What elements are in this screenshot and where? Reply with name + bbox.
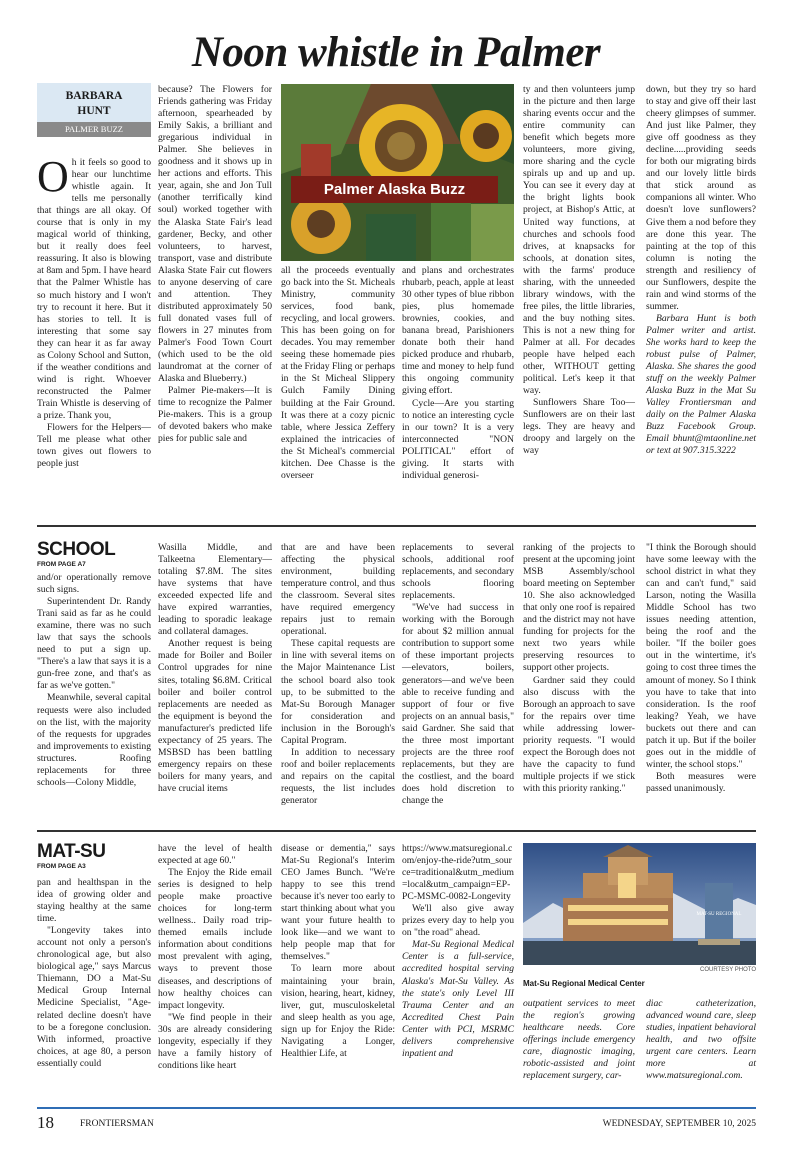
school-col2-p2: Another request is being made for Boiler and Boiler Control upgrades for nine sites, totaling $6.8M. Critical boiler and boiler control replacements are needed as the equipment is beyond the manufacturer's predicted life expectancy of 25 years. The MSBSD has been battling emergency repairs on these boilers for many years, and have crucial items bbox=[158, 638, 272, 794]
article-col4-p1: and plans and orchestrates rhubarb, peach, apple at least 30 other types of blue ribbon pies, plus homemade brownies, cookies, and banana bread, Parishioners donate both their hand picked produce and rhubarb, time and money to help fund this ongoing community giving effort. bbox=[402, 265, 514, 397]
school-col6-p1: "I think the Borough should have some leeway with the school district in what they can and can't fund," said Larson, noting the Wasilla Middle School has two issues needing attention, being the roof and the boiler. "If the boiler goes out in the wintertime, it's going to cost three times the amount of money. So I think you have to take that into consideration. Is the roof leaking? Yeah, we have buckets out there and can patch it up. But if the boiler goes out in the middle of winter, the school stops." bbox=[646, 542, 756, 770]
school-col-2 bbox=[158, 542, 272, 795]
article-p1 bbox=[37, 152, 151, 422]
sign-text: MAT-SU REGIONAL bbox=[696, 912, 742, 917]
school-col4-p1: replacements to several schools, additional roof replacements, and secondary schools flooring replacements. bbox=[402, 542, 514, 602]
footer-rule bbox=[37, 1107, 756, 1109]
school-col3-p2: These capital requests are in line with several items on the Major Maintenance List the school board also took up, to be submitted to the Mat-Su Borough Manager for consideration and inclusion in the Borough's Capital Program. bbox=[281, 638, 395, 746]
article-col-5 bbox=[523, 84, 635, 457]
matsu-col3-p1: disease or dementia," says Mat-Su Regional's Interim CEO James Bunch. "We're happy to see this trend because it's never too early to start thinking about what you want your future health to look like—and we want to help people map that for themselves." bbox=[281, 843, 395, 963]
article-col5-p1: ty and then volunteers jump in the picture and then large sharing events occur and the entire community can benefit which begets more volunteers, more giving, more sharing and the cycle spirals up and up and up. You can see it every day at the bright lights book project, at Bishop's Attic, at United way functions, at churches and schools food drives, at knapsacks for schools, at donation sites, with the farms' produce sharing, with the unneeded library windows, with the free piles, the little libraries, and the buy nothing sites. This is not a new thing for Palmer at all. For decades people have helped each other, WITHOUT getting political. Let's keep it that way. bbox=[523, 84, 635, 397]
matsu-col2-p3: "We find people in their 30s are already considering longevity, especially if they have a family history of conditions like heart bbox=[158, 1011, 272, 1071]
section-rule-1 bbox=[37, 525, 756, 527]
image-badge: Palmer Alaska Buzz bbox=[291, 176, 498, 203]
article-col-6 bbox=[646, 84, 756, 457]
column-name: PALMER BUZZ bbox=[37, 122, 151, 137]
matsu-head: MAT-SU bbox=[37, 841, 106, 862]
article-col-3 bbox=[281, 265, 395, 482]
matsu-col-1 bbox=[37, 877, 151, 1070]
hospital-photo-svg bbox=[523, 843, 756, 965]
article-col2-p1: because? The Flowers for Friends gathering was Friday afternoon, spearheaded by Emily Sakis, a brilliant and gregarious individual in Palmer. She believes in goodness and it shows up in her actions and efforts. This year, again, she and Jon Tull (another terrifically kind soul) worked together with the Alaska State Fair's lead gardener, Becky, and other volunteers, to harvest, transport, vase and distribute Alaska State Fair cut flowers to anyone deserving of care and attention. They distributed approximately 50 full donated vases full of flowers in 27 minutes from Palmer's Food Town Court (which used to be the old laundromat at the corner of Alaska and Blueberry.) bbox=[158, 84, 272, 385]
article-col1-text1: h it feels so good to hear our lunchtime whistle again. It tells me personally that things are all okay. Of course that is only in my magical world of thinking, but it really does feel reassuring. It also is blowing at 8am and 5pm. I have heard that the Palmer Whistle has so much history and I won't try to recount it here. But it has stories to tell. It is interesting that some say they can hear it as far away as Colony School and Sutton, if the weather conditions and wind is right. Whoever reconstructed the Palmer Train Whistle is deserving of a prize. Thank you, bbox=[37, 157, 151, 421]
school-col4-p2: "We've had success in working with the Borough for about $2 million annual contribution to support some of these important projects—elevators, boilers, generators—and we've been able to receive funding and support of four or five projects on an annual basis," said Gardner. She said that the three most important projects are the three roof replacements, but they are the costliest, and the board does hold discretion to change the bbox=[402, 602, 514, 806]
matsu-col4-p2: We'll also give away prizes every day to help you on "the road" ahead. bbox=[402, 903, 514, 939]
school-col3-p3: In addition to necessary roof and boiler replacements and repairs on the capital requests, the list includes generator bbox=[281, 746, 395, 806]
school-col5-p1: ranking of the projects to present at the upcoming joint MSB Assembly/school board meeting on September 10. She also acknowledged that only one roof is repaired and the district may not have funding for projects for the next two years while preserving resources to support other projects. bbox=[523, 542, 635, 674]
article-col3-p1: all the proceeds eventually go back into the St. Micheals Ministry, community services, food bank, recycling, and local growers. This has been going on for decades. You may remember seeing these homemade pies at the Friday Fling or perhaps in the St Micheal Slippery Gulch Family Dining building at the Fair Ground. It was there at a cozy picnic table, where Jessica Zeffery explained the intricacies of the St Micheal's commercial kitchen. Dee Chasse is the overseer bbox=[281, 265, 395, 481]
school-col3-p1: that are and have been affecting the physical environment, building temperature control, and thus the classroom. Several sites have required emergency repairs just to remain operational. bbox=[281, 542, 395, 638]
school-col-4 bbox=[402, 542, 514, 807]
matsu-col2-p1: have the level of health expected at age 60." bbox=[158, 843, 272, 867]
school-col6-p2: Both measures were passed unanimously. bbox=[646, 770, 756, 794]
matsu-col-2 bbox=[158, 843, 272, 1072]
matsu-col1-p1: pan and healthspan in the idea of growing older and staying healthy at the same time. bbox=[37, 877, 151, 925]
article-col6-p1: down, but they try so hard to stay and give off their last cheery glimpses of summer. And just like Palmer, they give off goodness as they decline.....providing seeds for both our migrating birds and our lovely little birds that stick around as companions all winter. Who doesn't love sunflowers? Give them a nod before they are done this year. The painting at the top of this column is noting the strength and resiliency of our Sunflowers, despite the rain and wind storms of the summer. bbox=[646, 84, 756, 312]
matsu-col2-p2: The Enjoy the Ride email series is designed to help people make proactive choices for long-term wellness.. Daily road trip-themed emails include information about conditions most prevalent with aging, ways to prevent those diseases, and descriptions of how healthy choices can impact longevity. bbox=[158, 867, 272, 1011]
paper-name: FRONTIERSMAN bbox=[80, 1119, 154, 1129]
article-p2: Flowers for the Helpers—Tell me please what other town gives out flowers to people just bbox=[37, 422, 151, 470]
school-col1-p2: Superintendent Dr. Randy Trani said as far as he could examine, there was no such law that says the schools need to put a sign up. "There's a law that says it is a gun-free zone, and that's as far as we've gotten." bbox=[37, 596, 151, 692]
school-col1-p3: Meanwhile, several capital requests were also included on the list, with the majority of the requests for upgrades and improvements to existing structures. Roofing replacements for three schools—Colony Middle, bbox=[37, 692, 151, 788]
headline: Noon whistle in Palmer bbox=[191, 29, 601, 76]
school-col-3 bbox=[281, 542, 395, 807]
matsu-col1-p2: "Longevity takes into account not only a person's chronological age, but also biological age," says Marcus Thiemann, DO a Mat-Su Medical Group Internal Medicine Specialist, "Age-related decline doesn't have to be a foregone conclusion. With informed, proactive choices, at age 80, a person essentially could bbox=[37, 925, 151, 1069]
matsu-col3-p2: To learn more about maintaining your brain, vision, hearing, heart, kidney, liver, gut, musculoskeletal and sleep health as you age, sign up for Enjoy the Ride: Navigating a Longer, Healthier Life, at bbox=[281, 963, 395, 1059]
article-col2-p2: Palmer Pie-makers—It is time to recognize the Palmer Pie-makers. This is a group of devoted bakers who make pies for public sale and bbox=[158, 385, 272, 445]
article-col-1 bbox=[37, 152, 151, 470]
school-col1-p1: and/or operationally remove such signs. bbox=[37, 572, 151, 596]
author-name bbox=[37, 89, 151, 119]
photo-caption: Mat-Su Regional Medical Center bbox=[523, 979, 645, 988]
sunflower-painting bbox=[281, 84, 514, 261]
article-col4-p2: Cycle—Are you starting to notice an interesting cycle in our town? It is a very interconnected "NON POLITICAL" effort of giving. It starts with individual generosi- bbox=[402, 397, 514, 481]
dropcap: O bbox=[37, 152, 69, 201]
matsu-col5-ital: outpatient services to meet the region's growing healthcare needs. Core offerings include emergency care, diagnostic imaging, robotic-assisted and joint replacement surgery, car- bbox=[523, 998, 635, 1082]
school-col-1 bbox=[37, 572, 151, 789]
matsu-col6-ital: diac catheterization, advanced wound care, sleep studies, inpatient behavioral health, and two offsite urgent care centers. Learn more at www.matsuregional.com. bbox=[646, 998, 756, 1082]
photo-credit: COURTESY PHOTO bbox=[699, 967, 756, 973]
school-col2-p1: Wasilla Middle, and Talkeetna Elementary—totaling $7.8M. The sites have systems that have exceeded expected life and have expired warranties, leading to sporadic leakage and collateral damages. bbox=[158, 542, 272, 638]
matsu-col-5 bbox=[523, 998, 635, 1082]
hospital-photo bbox=[523, 843, 756, 965]
school-col-5 bbox=[523, 542, 635, 795]
author-bio: Barbara Hunt is both Palmer writer and artist. She works hard to keep the robust pulse of Palmer, Alaska. She shares the good stuff on the weekly Palmer Alaska Buzz in the Mat Su Valley Frontiersman and daily on the Palmer Alaska Buzz Facebook Group. Email bhunt@mtaonline.net or text at 907.315.3222 bbox=[646, 312, 756, 457]
matsu-col-4 bbox=[402, 843, 514, 1060]
school-col5-p2: Gardner said they could also discuss with the Borough an approach to save for the repairs over time while addressing lower-priority requests. "I would expect the Borough does not have the capacity to fund multiple projects if we stick with this priority ranking." bbox=[523, 674, 635, 794]
page-number: 18 bbox=[37, 1113, 54, 1132]
author-name-text: BARBARA HUNT bbox=[65, 90, 123, 117]
matsu-col-3 bbox=[281, 843, 395, 1060]
matsu-col-6 bbox=[646, 998, 756, 1082]
article-col-2 bbox=[158, 84, 272, 445]
school-head: SCHOOL bbox=[37, 539, 116, 560]
matsu-from: FROM PAGE A3 bbox=[37, 863, 86, 870]
matsu-col4-url: https://www.matsuregional.com/enjoy-the-ride?utm_source=traditional&utm_medium=local&utm_campaign=EP-PC-MSMC-0082-Longevity bbox=[402, 843, 514, 903]
issue-date: WEDNESDAY, SEPTEMBER 10, 2025 bbox=[602, 1119, 756, 1129]
matsu-col4-ital: Mat-Su Regional Medical Center is a full-service, accredited hospital serving Alaska's Mat-Su Valley. As the state's only Level III Trauma Center and an Accredited Chest Pain Center with PCI, MSRMC delivers comprehensive inpatient and bbox=[402, 939, 514, 1059]
section-rule-2 bbox=[37, 830, 756, 832]
school-col-6 bbox=[646, 542, 756, 795]
article-col-4 bbox=[402, 265, 514, 482]
sunflower-painting-svg bbox=[281, 84, 514, 261]
article-col5-p2: Sunflowers Share Too—Sunflowers are on their last legs. They are heavy and droopy and largely on the way bbox=[523, 397, 635, 457]
school-from: FROM PAGE A7 bbox=[37, 561, 86, 568]
